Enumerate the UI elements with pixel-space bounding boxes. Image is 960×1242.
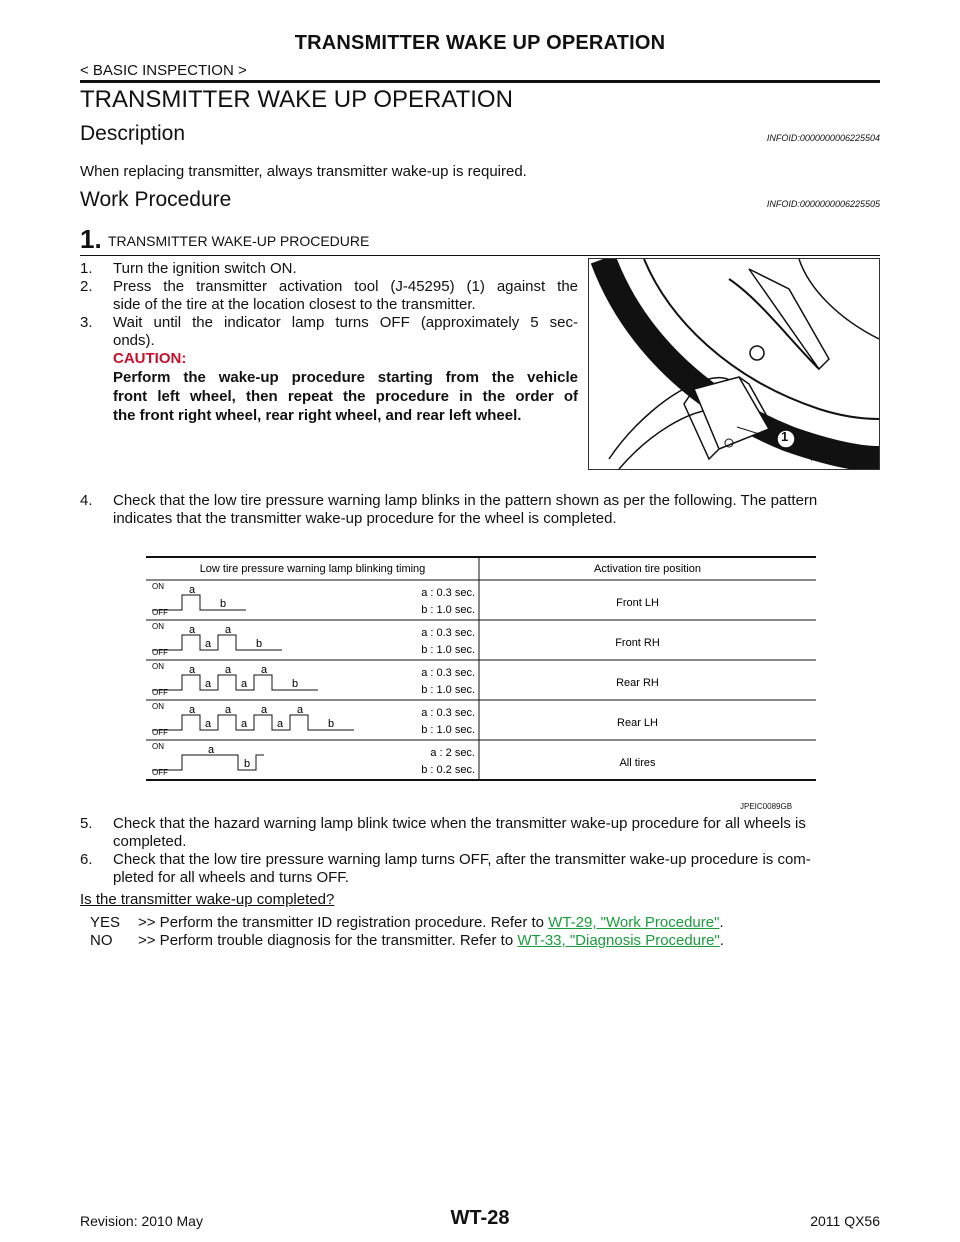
pulse-a-label: a (189, 584, 196, 596)
procedure-list-continued (80, 815, 880, 887)
list-item-text: Check that the low tire pressure warning lamp turns OFF, after the transmitter wake-up procedure is com- (113, 851, 811, 868)
gap-a-label: a (277, 718, 284, 730)
caution-text: front left wheel, then repeat the procedure in the order of (113, 388, 578, 405)
work-procedure-heading: Work Procedure (80, 188, 232, 211)
header-divider (80, 80, 880, 83)
timing-a-value: a : 0.3 sec. (421, 627, 475, 639)
answer-end: . (719, 932, 724, 949)
description-infoid: INFOID:0000000006225504 (766, 133, 880, 143)
pulse-a-label: a (225, 624, 232, 636)
gap-a-label: a (241, 718, 248, 730)
pulse-a-label: a (225, 664, 232, 676)
callout-number: 1 (781, 429, 789, 444)
list-item-text: Turn the ignition switch ON. (113, 260, 297, 277)
decision-question: Is the transmitter wake-up completed? (80, 891, 335, 908)
pulse-a-label: a (297, 704, 304, 716)
off-label: OFF (152, 728, 168, 737)
timing-a-value: a : 0.3 sec. (421, 707, 475, 719)
answer-no (90, 932, 724, 949)
footer-page-number: WT-28 (450, 1207, 510, 1229)
on-label: ON (152, 622, 164, 631)
step-divider (80, 255, 880, 256)
list-item-number: 3. (80, 314, 93, 331)
list-item-text: onds). (113, 332, 155, 349)
list-item (80, 278, 578, 314)
on-label: ON (152, 742, 164, 751)
pulse-a-label: a (189, 624, 196, 636)
answer-yes (90, 914, 724, 931)
step-number: 1. (80, 224, 102, 254)
timing-a-value: a : 0.3 sec. (421, 587, 475, 599)
activation-tire-position: Rear RH (616, 677, 659, 689)
gap-b-label: b (256, 638, 263, 650)
answer-label: YES (90, 914, 121, 931)
gap-b-label: b (328, 718, 335, 730)
timing-b-value: b : 0.2 sec. (421, 764, 475, 776)
timing-table-graphic (146, 556, 816, 782)
activation-tire-position: Rear LH (617, 717, 658, 729)
description-text: When replacing transmitter, always transmitter wake-up is required. (80, 163, 527, 180)
list-item-text: indicates that the transmitter wake-up procedure for the wheel is completed. (113, 510, 617, 527)
caution-label: CAUTION: (113, 350, 187, 367)
answer-text: >> Perform the transmitter ID registration procedure. Refer to (138, 914, 549, 931)
table-header-right: Activation tire position (594, 563, 701, 575)
list-item-number: 1. (80, 260, 93, 277)
pulse-a-label: a (189, 664, 196, 676)
answer-label: NO (90, 932, 113, 949)
work-procedure-infoid: INFOID:0000000006225505 (766, 199, 880, 209)
caution-text: the front right wheel, rear right wheel, and rear left wheel. (113, 407, 522, 424)
table-figure-code: JPEIC0089GB (740, 802, 793, 811)
list-item-number: 2. (80, 278, 93, 295)
activation-tire-position: Front LH (616, 597, 659, 609)
list-item (80, 314, 578, 350)
list-item-text: Check that the hazard warning lamp blink twice when the transmitter wake-up procedure for all wheels is (113, 815, 806, 832)
footer-revision: Revision: 2010 May (80, 1213, 203, 1229)
pulse-a-label: a (189, 704, 196, 716)
pulse-a-label: a (225, 704, 232, 716)
blink-waveform (152, 635, 282, 650)
pulse-a-label: a (208, 744, 215, 756)
timing-b-value: b : 1.0 sec. (421, 604, 475, 616)
list-item-text: completed. (113, 833, 187, 850)
gap-a-label: a (205, 638, 212, 650)
list-item (80, 492, 880, 528)
answer-text: >> Perform trouble diagnosis for the transmitter. Refer to (138, 932, 518, 949)
gap-a-label: a (241, 678, 248, 690)
list-item-number: 5. (80, 815, 93, 832)
timing-a-value: a : 2 sec. (430, 747, 475, 759)
gap-b-label: b (220, 598, 227, 610)
breadcrumb: < BASIC INSPECTION > (80, 62, 247, 79)
blink-timing-table (146, 556, 816, 782)
tire-tool-drawing (589, 259, 879, 469)
list-item-text: Check that the low tire pressure warning lamp blinks in the pattern shown as per the following. The pattern (113, 492, 818, 509)
table-header-left: Low tire pressure warning lamp blinking timing (199, 563, 426, 575)
timing-b-value: b : 1.0 sec. (421, 644, 475, 656)
list-item-text: Press the transmitter activation tool (J-45295) (1) against the (113, 278, 578, 295)
procedure-list (80, 260, 578, 425)
step-title: TRANSMITTER WAKE-UP PROCEDURE (108, 233, 370, 249)
caution-text: Perform the wake-up procedure starting from the vehicle (113, 369, 578, 386)
list-item-text: pleted for all wheels and turns OFF. (113, 869, 349, 886)
blink-waveform (152, 715, 354, 730)
activation-tire-position: All tires (619, 757, 656, 769)
list-item (80, 851, 880, 887)
off-label: OFF (152, 608, 168, 617)
gap-a-label: a (205, 678, 212, 690)
description-heading: Description (80, 122, 186, 145)
list-item-number: 4. (80, 492, 93, 509)
pulse-a-label: a (261, 664, 268, 676)
list-item-text: Wait until the indicator lamp turns OFF (approximately 5 sec- (113, 314, 578, 331)
gap-b-label: b (292, 678, 299, 690)
answer-end: . (719, 914, 724, 931)
list-item-text: side of the tire at the location closest to the transmitter. (113, 296, 476, 313)
activation-tire-position: Front RH (615, 637, 660, 649)
timing-b-value: b : 1.0 sec. (421, 724, 475, 736)
list-item (80, 815, 880, 851)
off-label: OFF (152, 648, 168, 657)
footer-model: 2011 QX56 (810, 1213, 880, 1229)
timing-a-value: a : 0.3 sec. (421, 667, 475, 679)
list-item-number: 6. (80, 851, 93, 868)
timing-b-value: b : 1.0 sec. (421, 684, 475, 696)
on-label: ON (152, 662, 164, 671)
pulse-a-label: a (261, 704, 268, 716)
gap-b-label: b (244, 758, 251, 770)
reference-link-wt33[interactable]: WT-33, "Diagnosis Procedure" (517, 932, 720, 949)
off-label: OFF (152, 688, 168, 697)
off-label: OFF (152, 768, 168, 777)
activation-tool-illustration (588, 258, 880, 470)
on-label: ON (152, 702, 164, 711)
gap-a-label: a (205, 718, 212, 730)
photo-figure-code: NNEIC0020ZZ (810, 454, 863, 463)
section-title: TRANSMITTER WAKE UP OPERATION (80, 86, 513, 113)
on-label: ON (152, 582, 164, 591)
page-header-title: TRANSMITTER WAKE UP OPERATION (294, 32, 666, 54)
reference-link-wt29[interactable]: WT-29, "Work Procedure" (548, 914, 720, 931)
list-item (80, 260, 578, 278)
